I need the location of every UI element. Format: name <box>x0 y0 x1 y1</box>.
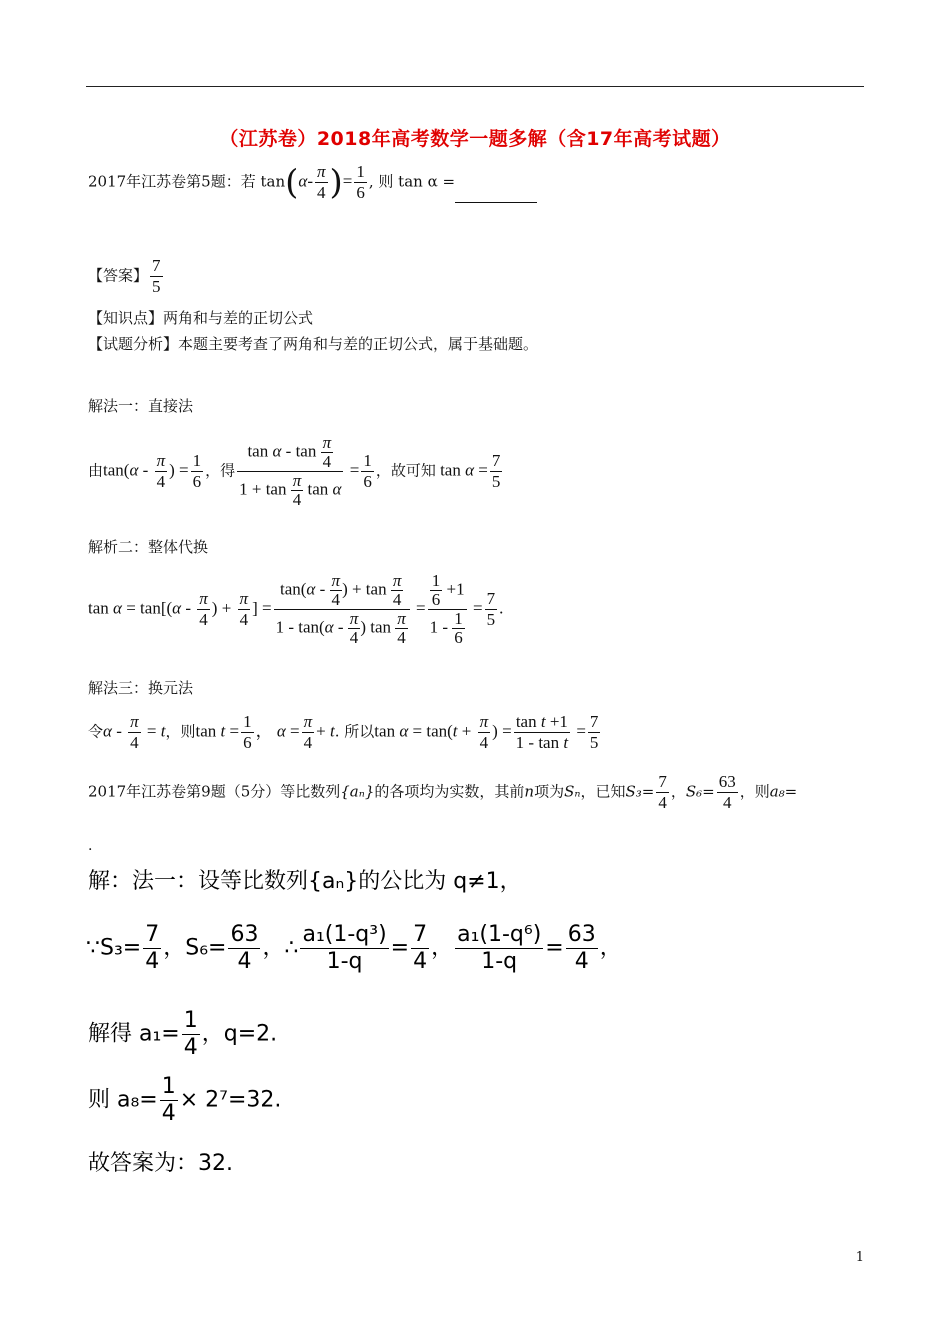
answer: 【答案】 $\frac{7}{5}$ <box>88 256 161 296</box>
question-2: 2017年江苏卷第9题（5分）等比数列{aₙ}的各项均为实数，其前n项为Sₙ，已知S₃= $\frac{7}{4}$ ，S₆= $\frac{63}{4}$ ，则a₈= <box>88 772 798 812</box>
answer-fraction: $\frac{7}{5}$ <box>152 256 161 296</box>
question-1: 2017年江苏卷第5题：若 tan(α- $\frac{\pi}{4}$ )= $\frac{1}{6}$ , 则 tan α = <box>88 162 537 203</box>
method-2-equation: tan α = tan[(α - $\frac{\pi}{4}$ ) + $\frac{\pi}{4}$ ] = tan(α - $\frac{\pi}{4}$ ) + tan $\frac{\pi}{4}$ 1 - tan(α - $\frac{\pi}{4}$ ) tan $\frac{\pi}{4}$ = $\frac{1}{6}$ +1 1 - $\frac{1}{6}$ = $\frac{7}{5}$ . <box>88 571 504 647</box>
solution-line-5: 故答案为：32. <box>88 1151 233 1176</box>
answer-blank <box>455 186 537 203</box>
analysis: 【试题分析】本题主要考查了两角和与差的正切公式，属于基础题。 <box>88 335 539 353</box>
knowledge-point: 【知识点】两角和与差的正切公式 <box>88 309 314 327</box>
page-number: 1 <box>855 1250 864 1265</box>
solution-line-3: 解得 a₁= $\frac{1}{4}$ ，q=2. <box>88 1008 278 1060</box>
blank-dot: . <box>88 838 93 854</box>
solution-line-1: 解：法一：设等比数列{aₙ}的公比为 q≠1， <box>88 869 522 894</box>
solution-line-4: 则 a₈= $\frac{1}{4}$ × 2⁷=32. <box>88 1074 282 1126</box>
method-2-heading: 解析二：整体代换 <box>88 538 209 556</box>
q1-prefix: 2017年江苏卷第5题：若 tan <box>88 172 286 191</box>
method-3-equation: 令α - $\frac{\pi}{4}$ = t，则tan t = $\frac{1}{6}$ ， α = $\frac{\pi}{4}$ + t. 所以tan α = tan(t + $\frac{\pi}{4}$ ) = $\frac{\text{tan t +1}}{\text{1 - tan t}}$ = $\frac{7}{5}$ <box>88 712 599 752</box>
method-3-heading: 解法三：换元法 <box>88 679 194 697</box>
solution-line-2: ∵S₃= $\frac{7}{4}$ ，S₆= $\frac{63}{4}$ ，∴ $\frac{\text{a₁(1-q³)}}{1-q}$ = $\frac{7}{4}$ ， $\frac{\text{a₁(1-q⁶)}}{1-q}$ = $\frac{63}{4}$ ， <box>86 922 622 974</box>
page-title: （江苏卷）2018年高考数学一题多解（含17年高考试题） <box>219 128 731 150</box>
header-rule <box>86 86 864 87</box>
method-1-equation: 由tan(α - $\frac{\pi}{4}$ ) = $\frac{1}{6}$ ，得 tan α - tan $\frac{\pi}{4}$ 1 + tan $\frac{\pi}{4}$ tan α = $\frac{1}{6}$ ，故可知 tan α = $\frac{7}{5}$ <box>88 433 501 509</box>
method-1-heading: 解法一：直接法 <box>88 397 194 415</box>
